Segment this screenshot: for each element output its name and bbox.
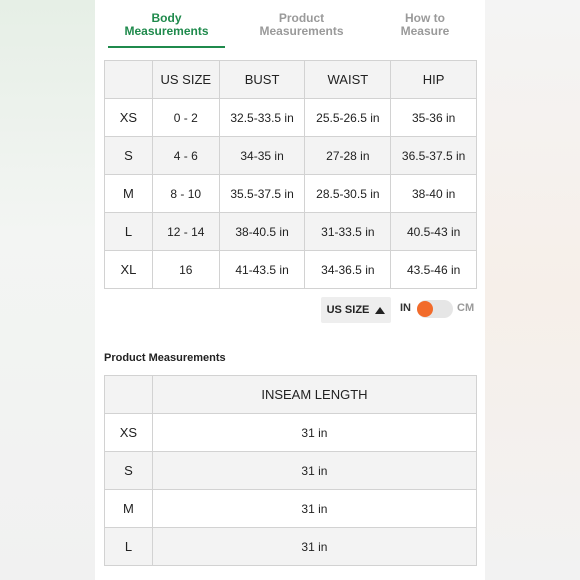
table-cell: 28.5-30.5 in — [305, 175, 391, 213]
table-row — [105, 452, 477, 490]
size-label: XL — [105, 251, 153, 289]
table-row — [105, 213, 477, 251]
table-cell: 35-36 in — [391, 99, 477, 137]
table-row — [105, 528, 477, 566]
table-cell: 8 - 10 — [152, 175, 219, 213]
size-label: S — [105, 137, 153, 175]
table-cell: 27-28 in — [305, 137, 391, 175]
size-label: XS — [105, 99, 153, 137]
table-cell: 12 - 14 — [152, 213, 219, 251]
size-label: M — [105, 175, 153, 213]
size-label: L — [105, 213, 153, 251]
table-cell: 31 in — [152, 528, 476, 566]
table-cell: 25.5-26.5 in — [305, 99, 391, 137]
table-row — [105, 414, 477, 452]
size-label: L — [105, 528, 153, 566]
table-header-row — [105, 61, 477, 99]
header-cell-us-size: US SIZE — [152, 61, 219, 99]
table-cell: 4 - 6 — [152, 137, 219, 175]
table-cell: 35.5-37.5 in — [219, 175, 305, 213]
table-cell: 43.5-46 in — [391, 251, 477, 289]
header-cell — [105, 376, 153, 414]
toggle-knob — [417, 301, 433, 317]
caret-up-icon — [375, 307, 385, 314]
header-cell-hip: HIP — [391, 61, 477, 99]
table-row — [105, 99, 477, 137]
background-right — [480, 0, 580, 580]
size-label: M — [105, 490, 153, 528]
tab-how-to-measure[interactable] — [377, 12, 473, 38]
table-row — [105, 251, 477, 289]
product-measurements-table — [104, 375, 477, 566]
header-cell-inseam: INSEAM LENGTH — [152, 376, 476, 414]
table-cell: 38-40.5 in — [219, 213, 305, 251]
table-cell: 38-40 in — [391, 175, 477, 213]
table-row — [105, 175, 477, 213]
table-cell: 31 in — [152, 414, 476, 452]
tab-label-line1: Body — [151, 11, 182, 25]
table-header-row — [105, 376, 477, 414]
table-cell: 31 in — [152, 452, 476, 490]
table-cell: 34-36.5 in — [305, 251, 391, 289]
tab-label-line2: Measurements — [124, 24, 209, 38]
table-cell: 32.5-33.5 in — [219, 99, 305, 137]
product-measurements-title: Product Measurements — [104, 352, 226, 364]
table-row — [105, 490, 477, 528]
background-left — [0, 0, 110, 580]
active-tab-indicator — [108, 46, 225, 48]
size-system-select[interactable] — [321, 297, 391, 323]
header-cell-waist: WAIST — [305, 61, 391, 99]
tab-bar — [95, 0, 485, 52]
table-cell: 31 in — [152, 490, 476, 528]
tab-body-measurements[interactable] — [108, 12, 225, 38]
table-cell: 31-33.5 in — [305, 213, 391, 251]
body-measurements-table — [104, 60, 477, 289]
tab-label-line2: Measure — [400, 24, 450, 38]
table-cell: 41-43.5 in — [219, 251, 305, 289]
header-cell-bust: BUST — [219, 61, 305, 99]
size-label: XS — [105, 414, 153, 452]
table-cell: 16 — [152, 251, 219, 289]
unit-cm-label: CM — [457, 302, 475, 314]
tab-label-line1: How to — [405, 11, 445, 25]
table-cell: 0 - 2 — [152, 99, 219, 137]
unit-in-label: IN — [400, 302, 411, 314]
tab-label-line2: Measurements — [259, 24, 344, 38]
size-label: S — [105, 452, 153, 490]
table-cell: 36.5-37.5 in — [391, 137, 477, 175]
table-cell: 34-35 in — [219, 137, 305, 175]
size-guide-panel — [95, 0, 485, 580]
size-select-label: US SIZE — [326, 304, 370, 316]
tab-product-measurements[interactable] — [243, 12, 360, 38]
tab-label-line1: Product — [278, 11, 325, 25]
header-cell — [105, 61, 153, 99]
table-row — [105, 137, 477, 175]
table-cell: 40.5-43 in — [391, 213, 477, 251]
unit-toggle[interactable] — [417, 300, 453, 318]
